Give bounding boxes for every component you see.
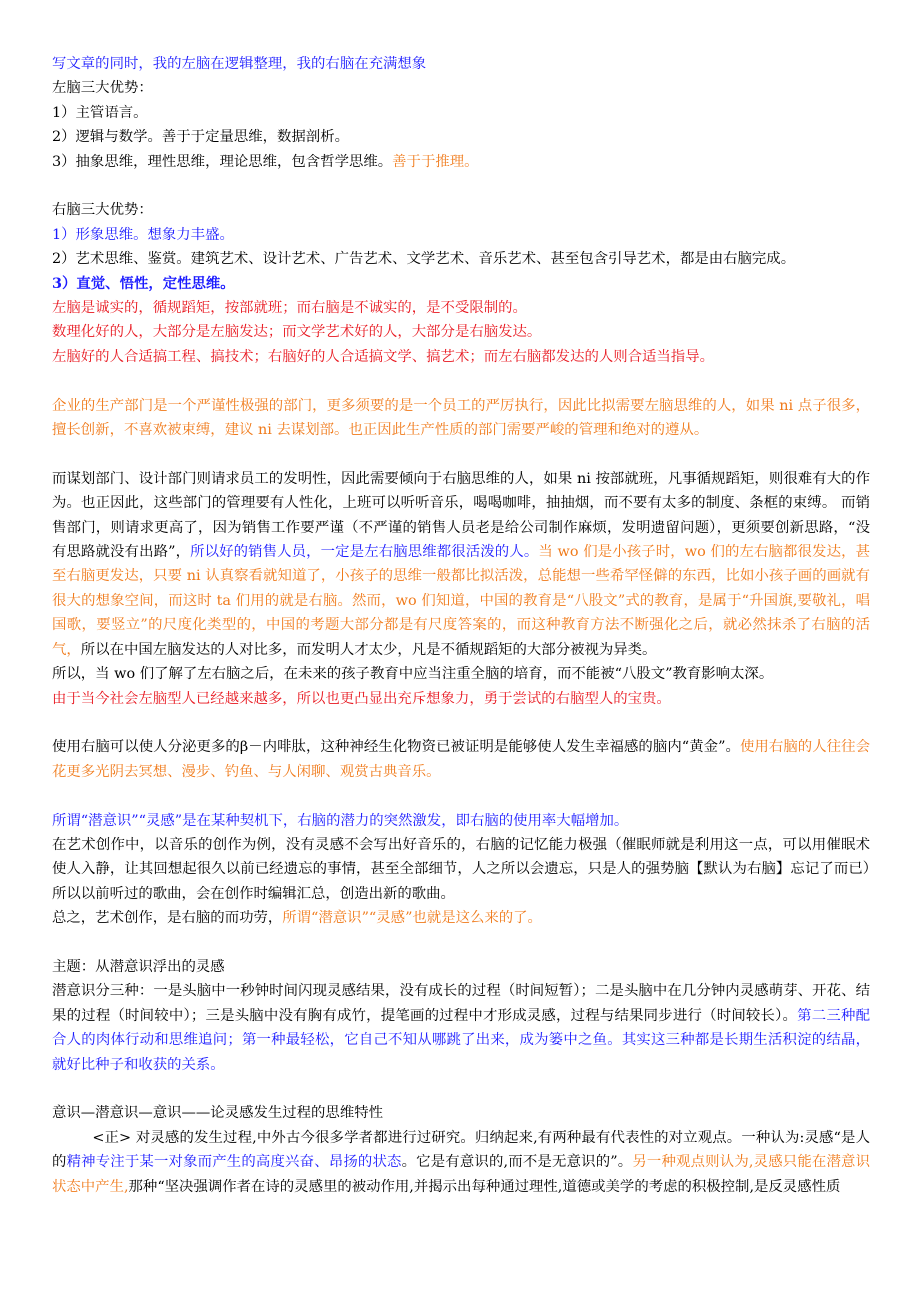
text-run: 右脑三大优势： [52,202,153,219]
paragraph [52,735,870,784]
paragraph [52,1126,870,1199]
paragraph [52,467,870,662]
text-run: <正> 对灵感的发生过程,中外古今很多学者都进行过研究。归纳起来,有两种最有代表性的对立观点。一种认为:灵感“是人的 [52,1129,870,1171]
text-run: 左脑好的人合适搞工程、搞技术；右脑好的人合适搞文学、搞艺术；而左右脑都发达的人则合适当指导。 [52,348,714,365]
paragraph [52,809,870,833]
blank-line [52,442,870,466]
text-run: 在艺术创作中，以音乐的创作为例，没有灵感不会写出好音乐的，右脑的记忆能力极强（催眠师就是利用这一点，可以用催眠术使人入静，让其回想起很久以前已经遗忘的事情，甚至全部细节，人之所以会遗忘，只是人的强势脑【默认为右脑】忘记了而已）所以以前听过的歌曲，会在创作时编辑汇总，创造出新的歌曲。 [52,836,870,902]
text-run: 使用右脑的人往往会花更多光阴去冥想、漫步、钓鱼、与人闲聊、观赏古典音乐。 [52,739,870,780]
blank-line [52,784,870,808]
text-run: 2）逻辑与数学。善于于定量思维，数据剖析。 [52,129,349,146]
text-run: 总之，艺术创作，是右脑的而功劳， [52,910,283,927]
text-run: 3）直觉、悟性，定性思维。 [52,274,235,292]
text-run: 写文章的同时，我的左脑在逻辑整理，我的右脑在充满想象 [52,56,427,72]
text-run: 所以好的销售人员，一定是左右脑思维都很活泼的人。 [190,544,539,561]
blank-line [52,369,870,393]
paragraph [52,296,870,320]
text-run: 另一种观点则认为,灵感只能在潜意识状态中产生, [52,1154,870,1195]
paragraph [52,125,870,149]
text-run: 精神专注于某一对象而产生的高度兴奋、昂扬的状态 [66,1154,402,1171]
blank-line [52,174,870,198]
paragraph [52,979,870,1077]
text-run: 数理化好的人，大部分是左脑发达；而文学艺术好的人，大部分是右脑发达。 [52,324,542,341]
paragraph [52,394,870,443]
text-run: 当 wo 们是小孩子时，wo 们的左右脑都很发达，甚至右脑更发达，只要 ni 认真察看就知道了，小孩子的思维一般都比拟活泼，总能想一些希罕怪僻的东西，比如小孩子画的画就有很大的想象空间，而这时 ta 们用的就是右脑。然而，wo 们知道，中国的教育是“八股文”式的教育，是属于“升国旗,要敬礼，唱国歌，要竖立”的尺度化类型的，中国的考题大部分都是有尺度答案的，而这种教育方法不断强化之后，就必然抹杀了右脑的活气， [52,544,870,658]
text-run: 意识—潜意识—意识——论灵感发生过程的思维特性 [52,1105,383,1122]
text-run: 使用右脑可以使人分泌更多的β－内啡肽，这种神经生化物资已被证明是能够使人发生幸福感的脑内“黄金”。 [52,739,740,756]
text-run: 所以，当 wo 们了解了左右脑之后，在未来的孩子教育中应当注重全脑的培育，而不能被“八股文”教育影响太深。 [52,666,774,683]
text-run: 第二三种配合人的肉体行动和思维追问；第一种最轻松，它自己不知从哪跳了出来，成为篓中之鱼。其实这三种都是长期生活积淀的结晶，就好比种子和收获的关系。 [52,1007,870,1073]
paragraph [52,198,870,222]
paragraph [52,150,870,174]
text-run: 3）抽象思维，理性思维，理论思维，包含哲学思维。 [52,153,393,170]
paragraph [52,76,870,100]
paragraph [52,1101,870,1125]
document-page [52,52,870,1199]
paragraph [52,662,870,686]
text-run: 而谋划部门、设计部门则请求员工的发明性，因此需要倾向于右脑思维的人，如果 ni 按部就班，凡事循规蹈矩，则很难有大的作为。也正因此，这些部门的管理要有人性化，上班可以听听音乐，喝喝咖啡，抽抽烟，而不要有太多的制度、条框的束缚。 而销售部门，则请求更高了，因为销售工作要严谨（不严谨的销售人员老是给公司制作麻烦，发明遗留问题），更须要创新思路，“没有思路就没有出路”， [52,470,870,561]
blank-line [52,931,870,955]
paragraph [52,272,870,296]
paragraph [52,955,870,979]
paragraph [52,223,870,247]
text-run: 1）形象思维。想象力丰盛。 [52,226,234,243]
text-run: 2）艺术思维、鉴赏。建筑艺术、设计艺术、广告艺术、文学艺术、音乐艺术、甚至包含引导艺术，都是由右脑完成。 [52,251,796,268]
paragraph [52,320,870,344]
text-run: 所以在中国左脑发达的人对比多，而发明人才太少，凡是不循规蹈矩的大部分被视为异类。 [80,641,657,658]
paragraph [52,833,870,906]
paragraph [52,52,870,76]
text-run: 所谓“潜意识”“灵感”也就是这么来的了。 [282,910,542,927]
text-run: 由于当今社会左脑型人已经越来越多，所以也更凸显出充斥想象力，勇于尝试的右脑型人的宝贵。 [52,690,671,707]
text-run: 所谓“潜意识”“灵感”是在某种契机下，右脑的潜力的突然激发，即右脑的使用率大幅增加。 [52,812,629,829]
blank-line [52,1077,870,1101]
paragraph [52,687,870,711]
paragraph [52,906,870,930]
paragraph [52,101,870,125]
text-run: 善于于推理。 [392,153,479,170]
text-run: 企业的生产部门是一个严谨性极强的部门，更多须要的是一个员工的严厉执行，因此比拟需要左脑思维的人，如果 ni 点子很多，擅长创新，不喜欢被束缚，建议 ni 去谋划部。也正因此生产性质的部门需要严峻的管理和绝对的遵从。 [52,397,870,439]
blank-line [52,711,870,735]
text-run: 。它是有意识的,而不是无意识的”。 [401,1154,633,1171]
paragraph [52,345,870,369]
text-run: 左脑三大优势： [52,80,153,97]
text-run: 左脑是诚实的，循规蹈矩，按部就班；而右脑是不诚实的，是不受限制的。 [52,300,527,317]
text-run: 那种“坚决强调作者在诗的灵感里的被动作用,并揭示出每种通过理性,道德或美学的考虑的积极控制,是反灵感性质 [128,1178,841,1195]
text-run: 1）主管语言。 [52,104,148,121]
text-run: 潜意识分三种：一是头脑中一秒钟时间闪现灵感结果，没有成长的过程（时间短暂）；二是头脑中在几分钟内灵感萌芽、开花、结果的过程（时间较中）；三是头脑中没有胸有成竹，提笔画的过程中才形成灵感，过程与结果同步进行（时间较长）。 [52,983,870,1024]
paragraph [52,247,870,271]
text-run: 主题：从潜意识浮出的灵感 [52,958,225,975]
